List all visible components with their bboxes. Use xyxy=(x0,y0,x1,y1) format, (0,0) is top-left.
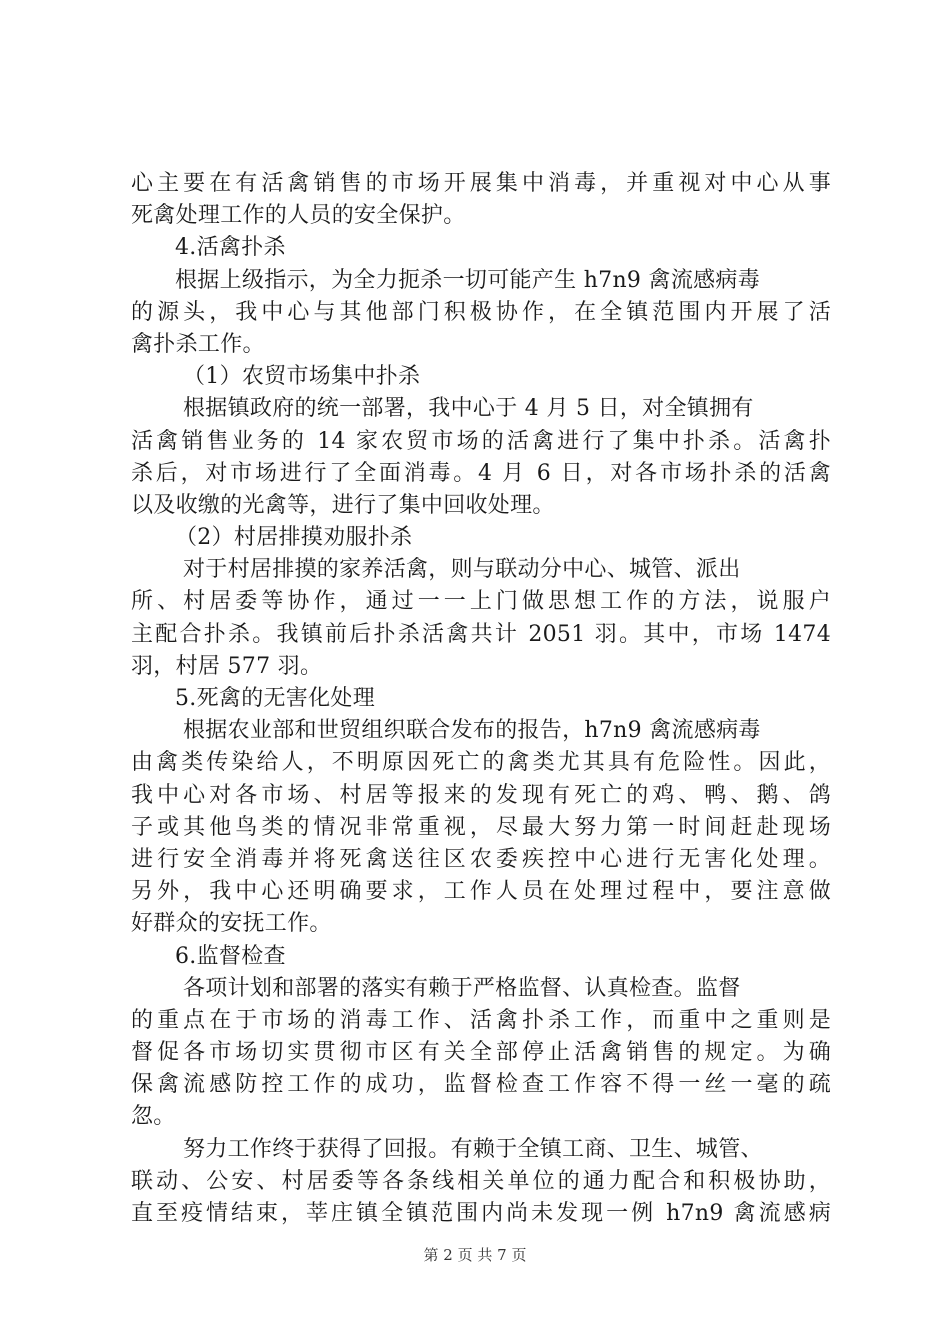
text-line: 忽。 xyxy=(131,1104,176,1130)
text-line: 由禽类传染给人，不明原因死亡的禽类尤其具有危险性。因此， xyxy=(131,750,831,776)
text-line: 保禽流感防控工作的成功，监督检查工作容不得一丝一毫的疏 xyxy=(131,1072,831,1098)
text-line: 根据上级指示，为全力扼杀一切可能产生 h7n9 禽流感病毒 xyxy=(175,267,761,293)
text-line: 以及收缴的光禽等，进行了集中回收处理。 xyxy=(131,492,555,518)
text-line: 对于村居排摸的家养活禽，则与联动分中心、城管、派出 xyxy=(183,557,741,583)
text-line: 5.死禽的无害化处理 xyxy=(175,686,375,711)
text-line: 活禽销售业务的 14 家农贸市场的活禽进行了集中扑杀。活禽扑 xyxy=(131,428,831,454)
text-line: 4.活禽扑杀 xyxy=(175,235,286,261)
text-line: 直至疫情结束，莘庄镇全镇范围内尚未发现一例 h7n9 禽流感病 xyxy=(131,1201,831,1226)
text-line: 努力工作终于获得了回报。有赖于全镇工商、卫生、城管、 xyxy=(183,1136,763,1162)
text-line: 我中心对各市场、村居等报来的发现有死亡的鸡、鸭、鹅、鸽 xyxy=(131,782,831,808)
text-line: 子或其他鸟类的情况非常重视，尽最大努力第一时间赶赴现场 xyxy=(131,814,831,840)
text-line: 根据镇政府的统一部署，我中心于 4 月 5 日，对全镇拥有 xyxy=(183,396,754,422)
text-line: （1）农贸市场集中扑杀 xyxy=(183,364,421,390)
text-line: 根据农业部和世贸组织联合发布的报告，h7n9 禽流感病毒 xyxy=(183,718,761,744)
text-line: 所、村居委等协作，通过一一上门做思想工作的方法，说服户 xyxy=(131,589,831,615)
text-line: 督促各市场切实贯彻市区有关全部停止活禽销售的规定。为确 xyxy=(131,1040,831,1066)
text-line: 的重点在于市场的消毒工作、活禽扑杀工作，而重中之重则是 xyxy=(131,1007,831,1033)
page-footer: 第 2 页 共 7 页 xyxy=(423,1246,527,1264)
text-line: 羽，村居 577 羽。 xyxy=(131,653,323,679)
text-line: 进行安全消毒并将死禽送往区农委疾控中心进行无害化处理。 xyxy=(131,846,831,872)
text-line: 禽扑杀工作。 xyxy=(131,331,265,357)
text-line: 主配合扑杀。我镇前后扑杀活禽共计 2051 羽。其中，市场 1474 xyxy=(131,621,831,647)
text-line: 的源头，我中心与其他部门积极协作，在全镇范围内开展了活 xyxy=(131,299,831,325)
text-line: 各项计划和部署的落实有赖于严格监督、认真检查。监督 xyxy=(183,975,741,1001)
text-line: 6.监督检查 xyxy=(175,943,286,969)
document-body xyxy=(131,168,831,1230)
text-line: 杀后，对市场进行了全面消毒。4 月 6 日，对各市场扑杀的活禽 xyxy=(131,460,831,486)
text-line: 联动、公安、村居委等各条线相关单位的通力配合和积极协助， xyxy=(131,1168,831,1194)
text-line: 另外，我中心还明确要求，工作人员在处理过程中，要注意做 xyxy=(131,879,831,905)
text-line: （2）村居排摸劝服扑杀 xyxy=(175,525,413,551)
text-line: 好群众的安抚工作。 xyxy=(131,911,332,937)
text-line: 死禽处理工作的人员的安全保护。 xyxy=(131,203,466,229)
text-line: 心主要在有活禽销售的市场开展集中消毒，并重视对中心从事 xyxy=(131,171,831,196)
